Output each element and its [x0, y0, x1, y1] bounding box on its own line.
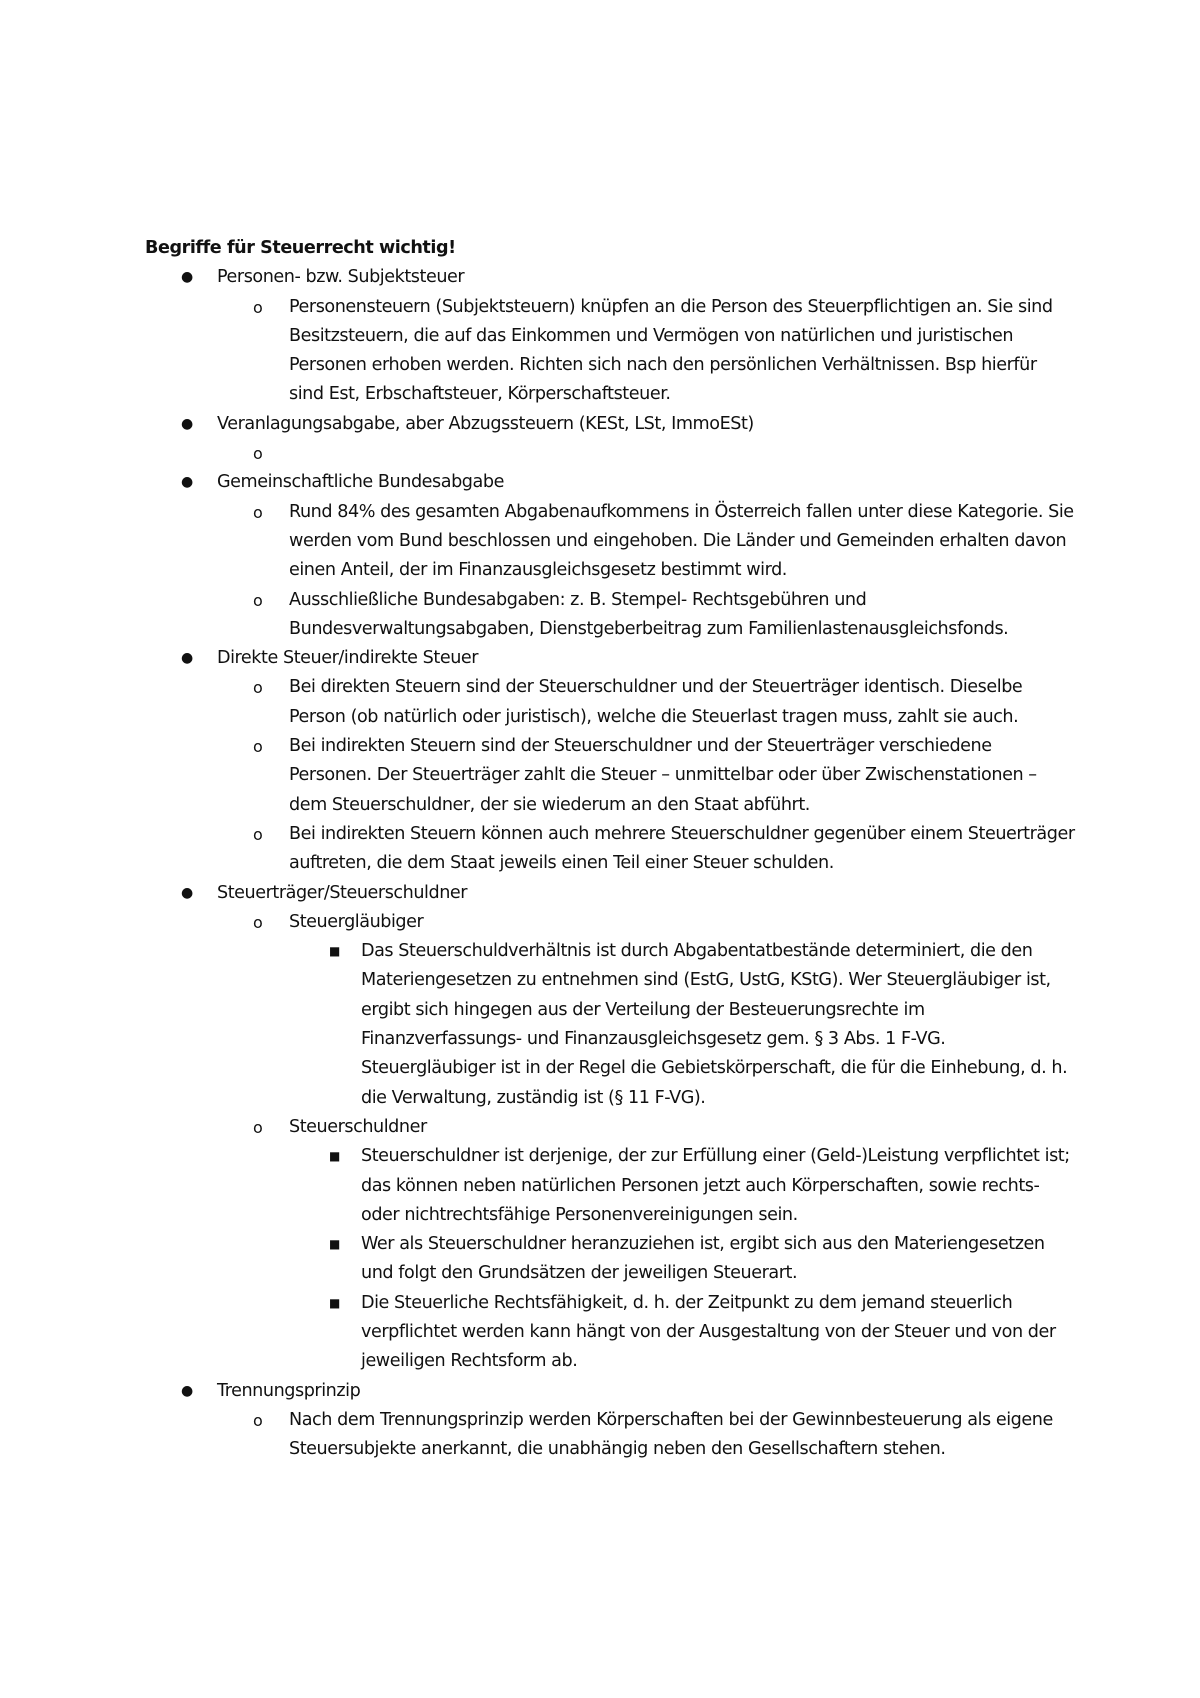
sub-list-item-text: Nach dem Trennungsprinzip werden Körperschaften bei der Gewinnbesteuerung als eigene Steuersubjekte anerkannt, die unabhängig neben den Gesellschaftern stehen.	[289, 1409, 1053, 1460]
list-item-text: Personen- bzw. Subjektsteuer	[217, 267, 465, 288]
list-item	[145, 410, 1075, 469]
sub-list-item-text: Bei indirekten Steuern können auch mehrere Steuerschuldner gegenüber einem Steuerträger auftreten, die dem Staat jeweils einen Teil einer Steuer schulden.	[289, 823, 1075, 874]
sub-list-item-text: Steuergläubiger	[289, 911, 424, 932]
bullet-circle-icon: o	[253, 444, 263, 464]
sub-list	[217, 673, 1075, 878]
bullet-square-icon: ■	[329, 944, 340, 959]
sub-list-item	[217, 1406, 1075, 1465]
sub-list-item-text: Rund 84% des gesamten Abgabenaufkommens in Österreich fallen unter diese Kategorie. Sie werden vom Bund beschlossen und eingehoben. Die Länder und Gemeinden erhalten davon einen Anteil, der im Finanzausgleichsgesetz bestimmt wird.	[289, 501, 1074, 581]
sub-list-item	[217, 498, 1075, 586]
sub-sub-list-item	[289, 1142, 1075, 1230]
sub-sub-list-item	[289, 1289, 1075, 1377]
bullet-dot-icon: ●	[181, 650, 193, 667]
list-item-text: Steuerträger/Steuerschuldner	[217, 882, 468, 903]
list-item	[145, 468, 1075, 644]
sub-list-item-text: Steuerschuldner	[289, 1116, 427, 1137]
sub-list	[217, 293, 1075, 410]
sub-list-item	[217, 439, 1075, 468]
bullet-dot-icon: ●	[181, 415, 193, 432]
bullet-dot-icon: ●	[181, 474, 193, 491]
bullet-square-icon: ■	[329, 1237, 340, 1252]
bullet-circle-icon: o	[253, 912, 263, 932]
sub-sub-list	[289, 937, 1075, 1113]
bullet-circle-icon: o	[253, 590, 263, 610]
sub-list-item-text: Bei indirekten Steuern sind der Steuerschuldner und der Steuerträger verschiedene Personen. Der Steuerträger zahlt die Steuer – unmittelbar oder über Zwischenstationen – dem Steuerschuldner, der sie wiederum an den Staat abführt.	[289, 736, 1037, 815]
main-list	[145, 263, 1075, 1464]
sub-list-item-text: Bei direkten Steuern sind der Steuerschuldner und der Steuerträger identisch. Dieselbe Person (ob natürlich oder juristisch), welche die Steuerlast tragen muss, zahlt sie auch.	[289, 677, 1023, 727]
list-item-text: Trennungsprinzip	[217, 1380, 361, 1401]
bullet-circle-icon: o	[253, 678, 263, 698]
sub-list	[217, 498, 1075, 644]
sub-list	[217, 439, 1075, 468]
list-item	[145, 879, 1075, 1377]
list-item-text: Veranlagungsabgabe, aber Abzugssteuern (KESt, LSt, ImmoESt)	[217, 413, 754, 434]
sub-list-item-text: Ausschließliche Bundesabgaben: z. B. Stempel- Rechtsgebühren und Bundesverwaltungsabgaben, Dienstgeberbeitrag zum Familienlastenausgleichsfonds.	[289, 589, 1009, 639]
sub-list-item	[217, 673, 1075, 732]
document-body	[145, 234, 1075, 1464]
sub-sub-list-item-text: Die Steuerliche Rechtsfähigkeit, d. h. der Zeitpunkt zu dem jemand steuerlich verpflichtet werden kann hängt von der Ausgestaltung von der Steuer und von der jeweiligen Rechtsform ab.	[361, 1292, 1056, 1372]
bullet-dot-icon: ●	[181, 269, 193, 286]
sub-list-item	[217, 586, 1075, 645]
bullet-circle-icon: o	[253, 1410, 263, 1430]
sub-list	[217, 1406, 1075, 1465]
sub-list-item	[217, 820, 1075, 879]
list-item	[145, 644, 1075, 878]
sub-list-item	[217, 908, 1075, 1113]
sub-list-item	[217, 732, 1075, 820]
bullet-circle-icon: o	[253, 824, 263, 844]
list-item	[145, 1377, 1075, 1465]
sub-sub-list-item	[289, 1230, 1075, 1289]
document-title: Begriffe für Steuerrecht wichtig!	[145, 238, 456, 258]
sub-sub-list-item	[289, 937, 1075, 1113]
bullet-dot-icon: ●	[181, 884, 193, 901]
sub-sub-list-item-text: Wer als Steuerschuldner heranzuziehen ist, ergibt sich aus den Materiengesetzen und folgt den Grundsätzen der jeweiligen Steuerart.	[361, 1234, 1045, 1284]
bullet-dot-icon: ●	[181, 1382, 193, 1399]
sub-sub-list	[289, 1142, 1075, 1376]
bullet-circle-icon: o	[253, 502, 263, 522]
bullet-circle-icon: o	[253, 1117, 263, 1137]
bullet-circle-icon: o	[253, 297, 263, 317]
bullet-circle-icon: o	[253, 737, 263, 757]
list-item	[145, 263, 1075, 409]
bullet-square-icon: ■	[329, 1295, 340, 1310]
list-item-text: Direkte Steuer/indirekte Steuer	[217, 648, 479, 669]
sub-list-item	[217, 1113, 1075, 1377]
sub-sub-list-item-text: Steuerschuldner ist derjenige, der zur Erfüllung einer (Geld-)Leistung verpflichtet ist; das können neben natürlichen Personen jetzt auch Körperschaften, sowie rechts- oder nichtrechtsfähige Personenvereinigungen sein.	[361, 1146, 1070, 1225]
sub-list-item-text: Personensteuern (Subjektsteuern) knüpfen an die Person des Steuerpflichtigen an. Sie sind Besitzsteuern, die auf das Einkommen und Vermögen von natürlichen und juristischen Personen erhoben werden. Richten sich nach den persönlichen Verhältnissen. Bsp hierfür sind Est, Erbschaftsteuer, Körperschaftsteuer.	[289, 296, 1053, 405]
sub-sub-list-item-text: Das Steuerschuldverhältnis ist durch Abgabentatbestände determiniert, die den Materiengesetzen zu entnehmen sind (EstG, UstG, KStG). Wer Steuergläubiger ist, ergibt sich hingegen aus der Verteilung der Besteuerungsrechte im Finanzverfassungs- und Finanzausgleichsgesetz gem. § 3 Abs. 1 F-VG. Steuergläubiger ist in der Regel die Gebietskörperschaft, die für die Einhebung, d. h. die Verwaltung, zuständig ist (§ 11 F-VG).	[361, 941, 1068, 1108]
bullet-square-icon: ■	[329, 1149, 340, 1164]
list-item-text: Gemeinschaftliche Bundesabgabe	[217, 472, 504, 493]
sub-list-item	[217, 293, 1075, 410]
sub-list	[217, 908, 1075, 1377]
